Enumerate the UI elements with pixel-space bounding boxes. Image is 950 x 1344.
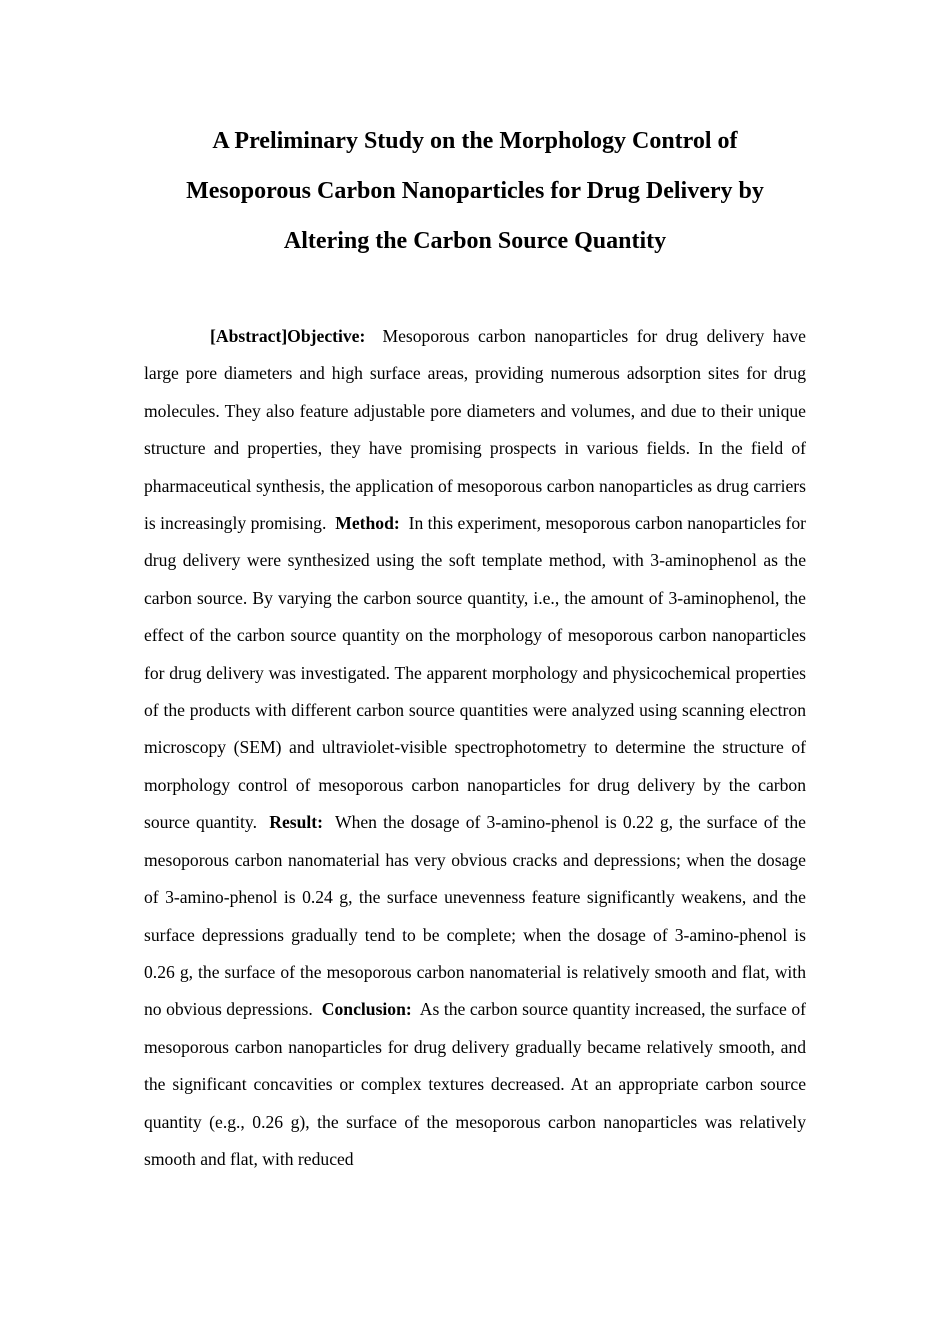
method-label: Method:: [335, 513, 400, 534]
conclusion-text: As the carbon source quantity increased, the surface of mesoporous carbon nanoparticles for drug delivery gradually became relatively smooth, and the significant concavities or complex textures decreased. At an appropriate carbon source quantity (e.g., 0.26 g), the surface of the mesoporous carbon nanoparticles was relatively smooth and flat, with reduced: [144, 999, 806, 1169]
objective-label: [Abstract]Objective:: [210, 326, 366, 346]
abstract-paragraph: [144, 318, 806, 1178]
method-text: In this experiment, mesoporous carbon nanoparticles for drug delivery were synthesized using the soft template method, with 3-aminophenol as the carbon source. By varying the carbon source quantity, i.e., the amount of 3-aminophenol, the effect of the carbon source quantity on the morphology of mesoporous carbon nanoparticles for drug delivery was investigated. The apparent morphology and physicochemical properties of the products with different carbon source quantities were analyzed using scanning electron microscopy (SEM) and ultraviolet-visible spectrophotometry to determine the structure of morphology control of mesoporous carbon nanoparticles for drug delivery by the carbon source quantity.: [144, 513, 807, 833]
conclusion-label: Conclusion:: [321, 999, 412, 1020]
result-label: Result:: [269, 812, 324, 833]
paper-title: A Preliminary Study on the Morphology Control of Mesoporous Carbon Nanoparticles for Drug Delivery by Altering the Carbon Source Quantity: [186, 128, 764, 254]
objective-text: Mesoporous carbon nanoparticles for drug delivery have large pore diameters and high surface areas, providing numerous adsorption sites for drug molecules. They also feature adjustable pore diameters and volumes, and due to their unique structure and properties, they have promising prospects in various fields. In the field of pharmaceutical synthesis, the application of mesoporous carbon nanoparticles as drug carriers is increasingly promising.: [144, 326, 806, 534]
result-text: When the dosage of 3-amino-phenol is 0.22 g, the surface of the mesoporous carbon nanomaterial has very obvious cracks and depressions; when the dosage of 3-amino-phenol is 0.24 g, the surface unevenness feature significantly weakens, and the surface depressions gradually tend to be complete; when the dosage of 3-amino-phenol is 0.26 g, the surface of the mesoporous carbon nanomaterial is relatively smooth and flat, with no obvious depressions.: [144, 812, 806, 1020]
